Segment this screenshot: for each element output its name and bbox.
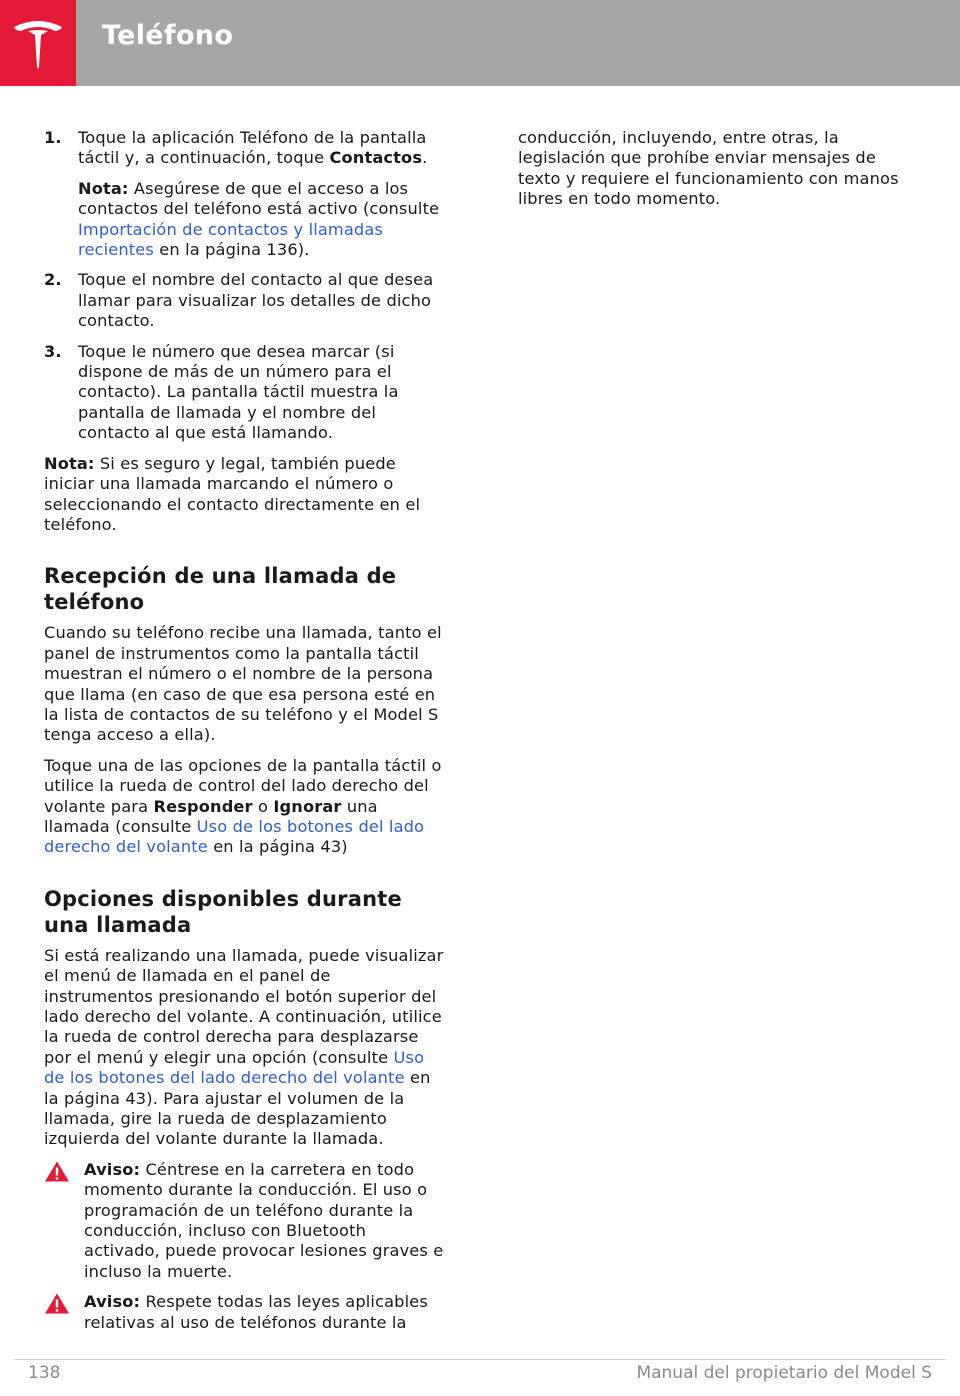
page-title: Teléfono (102, 20, 234, 51)
note-paragraph: Nota: Si es seguro y legal, también puede iniciar una llamada marcando el número o seleccionando el contacto directamente en el teléfono. (44, 453, 421, 534)
section-heading-receive-call: Recepción de una llamada de teléfono (44, 564, 397, 615)
step-number: 3. (44, 341, 62, 361)
warning-text: Aviso: Respete todas las leyes aplicables relativas al uso de teléfonos durante la (84, 1292, 428, 1332)
header-bar (76, 0, 960, 86)
footer-manual-title: Manual del propietario del Model S (636, 1363, 932, 1383)
warning-triangle-icon (44, 1160, 70, 1183)
receive-call-paragraph: Cuando su teléfono recibe una llamada, tanto el panel de instrumentos como la pantalla táctil muestran el número o el nombre de la persona que llama (en caso de que esa persona esté en la lista de contactos de su teléfono y el Model S tenga acceso a ella). (44, 623, 442, 745)
footer-divider (14, 1359, 946, 1360)
list-item (44, 342, 444, 444)
page-number: 138 (28, 1363, 61, 1383)
left-column (44, 128, 444, 1343)
step-note: Nota: Asegúrese de que el acceso a los contactos del teléfono está activo (consulte Importación de contactos y llamadas recientes en la página 136). (78, 178, 440, 260)
link-import-contacts[interactable]: Importación de contactos y llamadas recientes (78, 219, 383, 260)
step-number: 1. (44, 128, 62, 147)
steps-list (44, 128, 444, 444)
warning-triangle-icon (44, 1292, 70, 1315)
answer-options-paragraph: Toque una de las opciones de la pantalla táctil o utilice la rueda de control del lado derecho del volante para Responder o Ignorar una llamada (consulte Uso de los botones del lado derecho del volante en la página 43) (44, 755, 442, 857)
step-text: Toque le número que desea marcar (si dispone de más de un número para el contacto). La pantalla táctil muestra la pantalla de llamada y el nombre del contacto al que está llamando. (78, 341, 399, 443)
warning-text: Aviso: Céntrese en la carretera en todo momento durante la conducción. El uso o programación de un teléfono durante la conducción, incluso con Bluetooth activado, puede provocar lesiones graves e incluso la muerte. (84, 1159, 444, 1281)
warning-block (44, 1292, 444, 1333)
warning-block (44, 1160, 444, 1282)
link-steering-buttons[interactable]: Uso de los botones del lado derecho del volante (44, 816, 425, 857)
right-column (518, 128, 918, 220)
continued-warning-text: conducción, incluyendo, entre otras, la legislación que prohíbe enviar mensajes de texto y requiere el funcionamiento con manos libres en todo momento. (518, 128, 899, 209)
logo-box (0, 0, 76, 86)
tesla-logo-icon (0, 0, 76, 86)
step-text: Toque el nombre del contacto al que desea llamar para visualizar los detalles de dicho contacto. (78, 270, 434, 331)
list-item (44, 270, 444, 331)
call-options-paragraph: Si está realizando una llamada, puede visualizar el menú de llamada en el panel de instrumentos presionando el botón superior del lado derecho del volante. A continuación, utilice la rueda de control derecha para desplazarse por el menú y elegir una opción (consulte Uso de los botones del lado derecho del volante en la página 43). Para ajustar el volumen de la llamada, gire la rueda de desplazamiento izquierda del volante durante la llamada. (44, 945, 444, 1149)
step-number: 2. (44, 270, 62, 290)
section-heading-call-options: Opciones disponibles durante una llamada (44, 886, 402, 937)
list-item (44, 128, 444, 260)
link-steering-buttons[interactable]: Uso de los botones del lado derecho del volante (44, 1047, 425, 1088)
step-text: Toque la aplicación Teléfono de la pantalla táctil y, a continuación, toque Contactos. (78, 128, 428, 168)
